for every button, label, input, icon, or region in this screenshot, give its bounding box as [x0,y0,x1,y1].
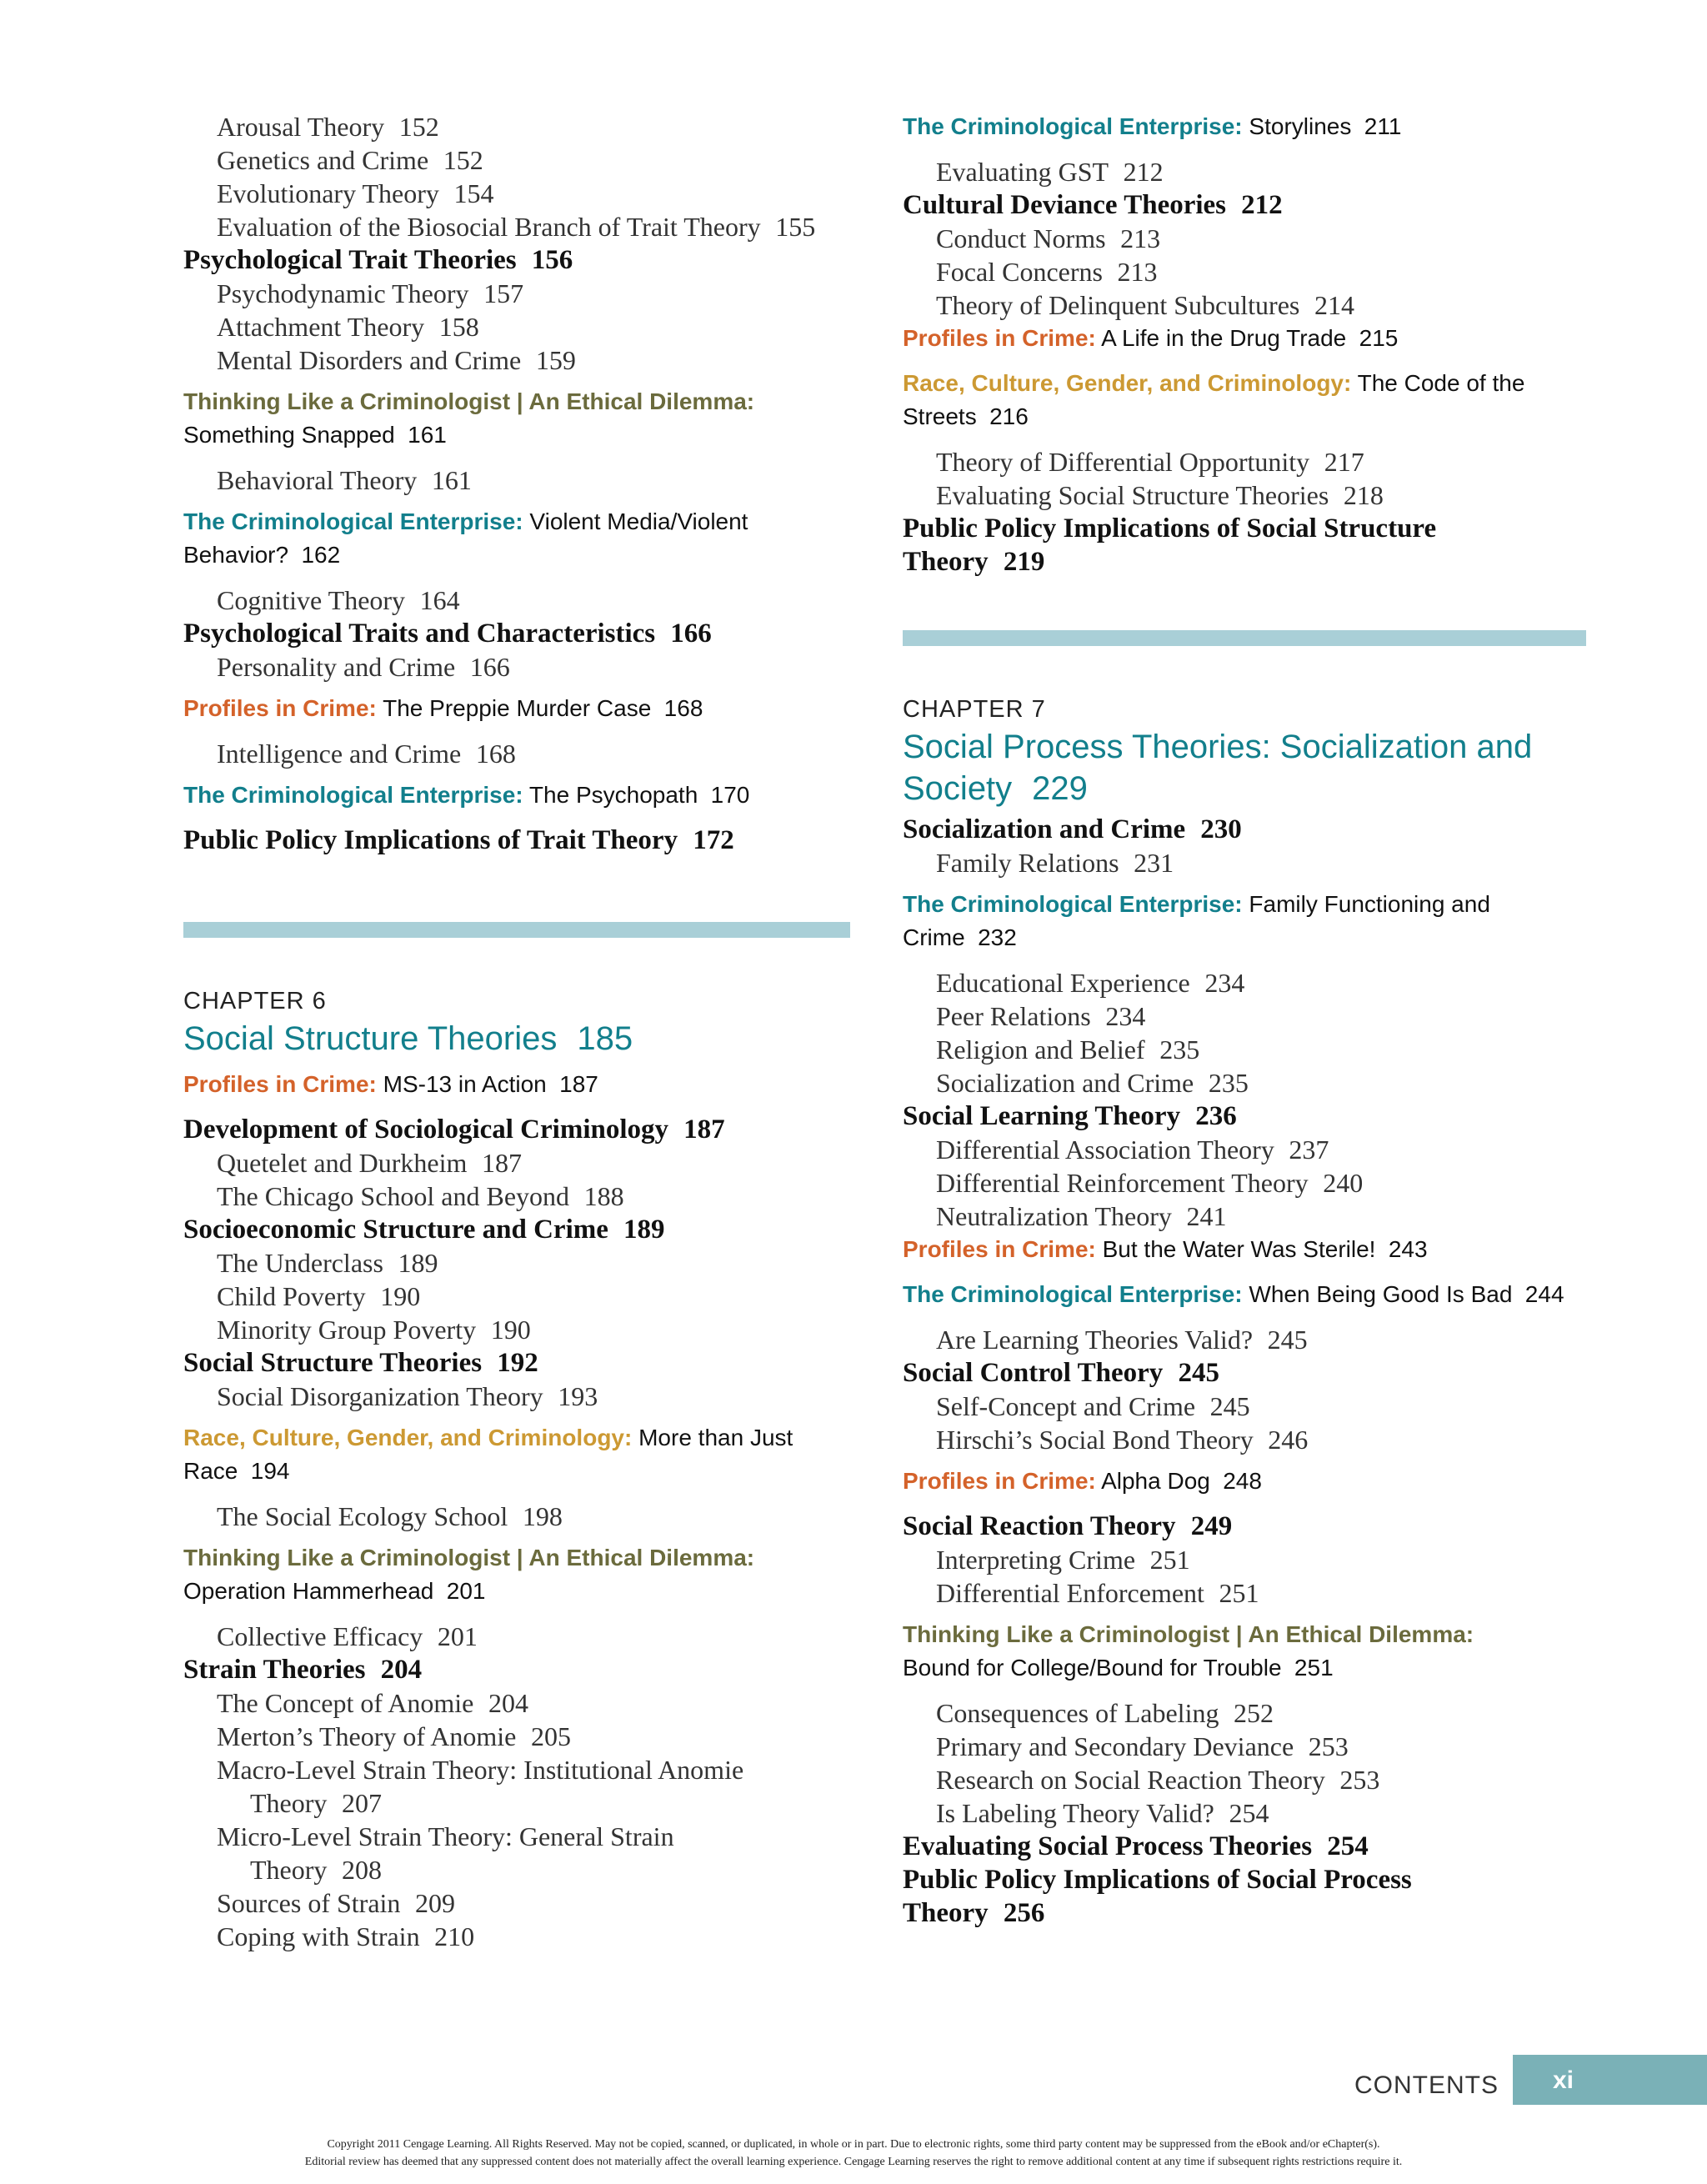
toc-page-number: 249 [1190,1511,1233,1541]
toc-page-number: 204 [488,1688,528,1718]
toc-section-heading [903,813,1586,846]
toc-entry-title: Evolutionary Theory [217,178,439,208]
toc-entry-title: Public Policy Implications of Social Process [903,1865,1412,1895]
toc-section-heading [183,1213,850,1246]
feature-title: The Psychopath [528,782,698,808]
feature-label: Profiles in Crime: [903,325,1096,351]
feature-label: Profiles in Crime: [183,1071,377,1097]
feature-title: The Preppie Murder Case [383,695,652,721]
toc-subsection [183,1886,850,1920]
toc-entry-title: Evaluating Social Process Theories [903,1831,1313,1861]
toc-entry-title: Focal Concerns [936,257,1103,287]
toc-entry-title: Child Poverty [217,1281,366,1311]
toc-entry-title: Socioeconomic Structure and Crime [183,1215,608,1245]
toc-entry-title: Intelligence and Crime [217,739,462,769]
toc-subsection [903,155,1586,188]
toc-page-number: 187 [683,1115,725,1145]
toc-page-number: 212 [1241,190,1283,220]
feature-box-entry [903,1618,1586,1685]
feature-page-number: 232 [978,924,1017,950]
toc-subsection [183,310,850,343]
toc-page-number: 253 [1339,1765,1380,1795]
toc-entry-title: Social Disorganization Theory [217,1381,543,1411]
toc-entry-title: Social Structure Theories [183,1348,483,1378]
toc-entry-title: Differential Enforcement [936,1578,1204,1608]
toc-section-heading [183,243,850,277]
toc-subsection [903,999,1586,1033]
toc-entry-title: Conduct Norms [936,223,1106,253]
toc-page-number: 159 [535,345,576,375]
toc-page-number: 251 [1149,1545,1190,1575]
toc-page-number: 188 [583,1181,624,1211]
toc-page-number: 209 [415,1888,455,1918]
toc-subsection [183,110,850,143]
toc-page-number: 245 [1267,1325,1308,1355]
feature-label: The Criminological Enterprise: [903,113,1243,139]
toc-entry-title: Development of Sociological Criminology [183,1115,669,1145]
toc-entry-title: Personality and Crime [217,652,456,682]
copyright-notice [0,2136,1707,2171]
toc-section-heading [183,824,850,857]
toc-right-column [903,110,1586,1930]
toc-page-number: 240 [1323,1168,1364,1198]
toc-page-number: 254 [1229,1798,1269,1828]
toc-subsection [903,255,1586,288]
feature-page-number: 215 [1359,325,1399,351]
feature-label: The Criminological Enterprise: [903,891,1243,917]
chapter-label: CHAPTER 7 [903,696,1046,723]
toc-entry-title: Arousal Theory [217,112,385,142]
toc-section-heading [183,1113,850,1146]
toc-subsection [183,1280,850,1313]
toc-section-heading [903,545,1586,579]
toc-entry-title: Neutralization Theory [936,1201,1172,1231]
toc-subsection [183,1500,850,1533]
toc-subsection [903,222,1586,255]
toc-entry-title: Theory [903,1898,989,1928]
feature-box-entry [183,385,850,452]
toc-subsection [183,1786,850,1820]
toc-subsection [903,1033,1586,1066]
feature-box-entry [903,367,1586,433]
toc-page-number: 217 [1324,447,1364,477]
feature-title: MS-13 in Action [383,1071,547,1097]
toc-entry-title: The Underclass [217,1248,383,1278]
toc-section-heading [183,617,850,650]
toc-page-number: 192 [497,1348,538,1378]
feature-page-number: 170 [710,782,750,808]
feature-page-number: 251 [1294,1655,1334,1681]
page-number-box [1513,2055,1707,2105]
toc-entry-title: Collective Efficacy [217,1621,423,1651]
feature-title: Alpha Dog [1101,1468,1210,1494]
toc-entry-title: Research on Social Reaction Theory [936,1765,1325,1795]
toc-entry-title: Theory [250,1855,328,1885]
toc-page-number: 156 [531,245,573,275]
toc-page-number: 234 [1204,968,1245,998]
toc-subsection [183,1853,850,1886]
toc-entry-title: Minority Group Poverty [217,1315,477,1345]
toc-entry-title: The Chicago School and Beyond [217,1181,570,1211]
toc-page-number: 152 [443,145,483,175]
toc-page-number: 246 [1268,1425,1309,1455]
toc-subsection [183,1380,850,1413]
page-number: xi [1553,2066,1574,2094]
toc-subsection [903,1200,1586,1233]
toc-entry-title: Social Control Theory [903,1358,1164,1388]
toc-subsection [183,343,850,377]
toc-subsection [183,1753,850,1786]
toc-section-heading [903,512,1586,545]
toc-subsection [903,445,1586,478]
toc-subsection [903,966,1586,999]
toc-entry-title: Public Policy Implications of Trait Theory [183,825,678,855]
feature-label: The Criminological Enterprise: [903,1281,1243,1307]
footer-section-label: CONTENTS [1354,2071,1499,2099]
toc-entry-title: Theory [903,547,989,577]
toc-subsection [183,143,850,177]
feature-title: Operation Hammerhead [183,1578,434,1604]
toc-page-number: 213 [1120,223,1161,253]
feature-page-number: 168 [663,695,703,721]
toc-page-number: 236 [1195,1101,1237,1131]
feature-title: Violent Media/Violent Behavior? [183,508,748,568]
feature-page-number: 187 [559,1071,598,1097]
toc-entry-title: Psychodynamic Theory [217,278,469,308]
toc-page-number: 237 [1289,1135,1329,1165]
feature-box-entry [183,779,850,812]
toc-entry-title: Behavioral Theory [217,465,418,495]
toc-page-number: 251 [1219,1578,1259,1608]
feature-label: Profiles in Crime: [903,1236,1096,1262]
feature-box-entry [903,110,1586,143]
feature-page-number: 201 [446,1578,486,1604]
toc-page-number: 204 [380,1655,423,1685]
toc-section-heading [903,1863,1586,1896]
toc-subsection [183,1313,850,1346]
toc-entry-title: Psychological Traits and Characteristics [183,619,656,649]
toc-page-number: 218 [1343,480,1384,510]
toc-page-number: 241 [1186,1201,1227,1231]
toc-section-heading [183,1346,850,1380]
feature-title: Family Functioning and Crime [903,891,1490,950]
toc-subsection [903,1730,1586,1763]
chapter-heading [903,693,1586,809]
toc-entry-title: Social Learning Theory [903,1101,1181,1131]
toc-subsection [183,1246,850,1280]
feature-label: Race, Culture, Gender, and Criminology: [183,1425,633,1450]
feature-page-number: 211 [1364,113,1402,139]
feature-page-number: 248 [1223,1468,1262,1494]
toc-subsection [903,846,1586,879]
toc-subsection [903,1323,1586,1356]
toc-subsection [903,1166,1586,1200]
feature-box-entry [183,692,850,725]
toc-page-number: 161 [431,465,472,495]
toc-page-number: 256 [1003,1898,1045,1928]
toc-entry-title: Micro-Level Strain Theory: General Strain [217,1821,674,1851]
feature-label: Thinking Like a Criminologist | An Ethical Dilemma: [183,388,755,414]
toc-entry-title: Consequences of Labeling [936,1698,1219,1728]
feature-box-entry [903,322,1586,355]
toc-entry-title: Is Labeling Theory Valid? [936,1798,1214,1828]
toc-subsection [183,1920,850,1953]
toc-entry-title: Theory of Differential Opportunity [936,447,1310,477]
feature-page-number: 216 [989,403,1029,429]
toc-page-number: 158 [438,312,479,342]
toc-entry-title: Coping with Strain [217,1921,420,1951]
toc-entry-title: Socialization and Crime [936,1068,1194,1098]
toc-page-number: 230 [1200,814,1242,844]
toc-entry-title: Cognitive Theory [217,585,406,615]
chapter-divider-bar [903,630,1586,646]
toc-entry-title: The Social Ecology School [217,1501,508,1531]
toc-section-heading [903,188,1586,222]
toc-entry-title: Cultural Deviance Theories [903,190,1227,220]
toc-entry-title: Sources of Strain [217,1888,401,1918]
toc-entry-title: Merton’s Theory of Anomie [217,1721,517,1751]
toc-page-number: 172 [693,825,734,855]
chapter-title-text: Social Structure Theories [183,1020,558,1057]
toc-subsection [183,1146,850,1180]
toc-subsection [183,1686,850,1720]
toc-page-number: 154 [453,178,494,208]
feature-box-entry [903,1278,1586,1311]
toc-subsection [903,478,1586,512]
toc-page-number: 166 [469,652,510,682]
toc-entry-title: Are Learning Theories Valid? [936,1325,1254,1355]
toc-subsection [903,288,1586,322]
chapter-title [903,726,1586,809]
toc-entry-title: Psychological Trait Theories [183,245,517,275]
feature-page-number: 244 [1524,1281,1564,1307]
toc-subsection [903,1763,1586,1796]
toc-page-number: 219 [1003,547,1045,577]
toc-entry-title: Genetics and Crime [217,145,429,175]
toc-subsection [183,1720,850,1753]
toc-page-number: 155 [775,212,816,242]
chapter-title-text: Social Process Theories: Socialization and Society [903,729,1533,807]
toc-page-number: 231 [1134,848,1174,878]
toc-entry-title: Theory [250,1788,328,1818]
toc-page-number: 190 [380,1281,421,1311]
feature-label: Race, Culture, Gender, and Criminology: [903,370,1352,396]
feature-box-entry [903,1233,1586,1266]
feature-page-number: 161 [408,422,447,448]
feature-label: Profiles in Crime: [183,695,377,721]
toc-page-number: 201 [437,1621,478,1651]
feature-page-number: 162 [301,542,341,568]
toc-subsection [903,1696,1586,1730]
toc-entry-title: Evaluating Social Structure Theories [936,480,1329,510]
feature-page-number: 194 [250,1458,290,1484]
feature-title: The Code of the Streets [903,370,1525,429]
toc-subsection [903,1543,1586,1576]
toc-subsection [903,1390,1586,1423]
toc-entry-title: Socialization and Crime [903,814,1186,844]
toc-subsection [183,210,850,243]
toc-page-number: 252 [1234,1698,1274,1728]
toc-section-heading [903,1896,1586,1930]
toc-subsection [903,1796,1586,1830]
toc-page-number: 189 [398,1248,438,1278]
toc-page-number: 235 [1159,1034,1200,1064]
toc-subsection [903,1133,1586,1166]
chapter-divider-bar [183,922,850,938]
toc-page-number: 253 [1308,1731,1349,1761]
toc-page-number: 235 [1208,1068,1249,1098]
feature-box-entry [183,1068,850,1101]
toc-page-number: 213 [1117,257,1158,287]
toc-page-number: 245 [1209,1391,1250,1421]
toc-page-number: 254 [1327,1831,1369,1861]
toc-page-number: 208 [342,1855,382,1885]
toc-entry-title: Macro-Level Strain Theory: Institutional Anomie [217,1755,744,1785]
chapter-label: CHAPTER 6 [183,988,327,1014]
toc-section-heading [903,1510,1586,1543]
toc-entry-title: Evaluating GST [936,157,1109,187]
toc-page-number: 245 [1178,1358,1219,1388]
toc-section-heading [903,1356,1586,1390]
toc-subsection [183,1620,850,1653]
toc-entry-title: Religion and Belief [936,1034,1145,1064]
feature-label: The Criminological Enterprise: [183,508,523,534]
toc-page-number: 210 [434,1921,475,1951]
toc-entry-title: Differential Reinforcement Theory [936,1168,1309,1198]
toc-subsection [183,463,850,497]
toc-subsection [183,737,850,770]
feature-title: Something Snapped [183,422,395,448]
feature-box-entry [903,1465,1586,1498]
toc-entry-title: Public Policy Implications of Social Structure [903,513,1437,543]
toc-subsection [183,584,850,617]
copyright-line-2: Editorial review has deemed that any suppressed content does not materially affect the overall learning experience. Cengage Learning reserves the right to remove additional content at any time if subsequent rights restrictions require it. [304,2156,1403,2168]
toc-entry-title: Theory of Delinquent Subcultures [936,290,1300,320]
toc-entry-title: Family Relations [936,848,1119,878]
toc-subsection [183,650,850,684]
toc-entry-title: Attachment Theory [217,312,425,342]
toc-page-number: 205 [530,1721,571,1751]
feature-title: When Being Good Is Bad [1249,1281,1513,1307]
toc-page-number: 157 [483,278,524,308]
feature-title: But the Water Was Sterile! [1102,1236,1376,1262]
chapter-page-number: 185 [577,1020,633,1057]
toc-entry-title: Primary and Secondary Deviance [936,1731,1294,1761]
toc-entry-title: Evaluation of the Biosocial Branch of Trait Theory [217,212,761,242]
feature-box-entry [183,1421,850,1488]
toc-entry-title: Educational Experience [936,968,1190,998]
toc-page-number: 214 [1314,290,1354,320]
feature-title: Bound for College/Bound for Trouble [903,1655,1282,1681]
toc-entry-title: The Concept of Anomie [217,1688,474,1718]
feature-title: A Life in the Drug Trade [1101,325,1347,351]
toc-section-heading [903,1830,1586,1863]
toc-entry-title: Social Reaction Theory [903,1511,1176,1541]
toc-page-number: 190 [490,1315,531,1345]
toc-page-number: 164 [419,585,460,615]
toc-section-heading [903,1100,1586,1133]
toc-subsection [183,1820,850,1853]
toc-page-number: 166 [670,619,712,649]
toc-entry-title: Quetelet and Durkheim [217,1148,468,1178]
toc-page-number: 193 [558,1381,598,1411]
toc-page-number: 152 [398,112,439,142]
toc-subsection [903,1423,1586,1456]
toc-page-number: 189 [623,1215,665,1245]
toc-subsection [903,1576,1586,1610]
feature-label: The Criminological Enterprise: [183,782,523,808]
toc-left-column [183,110,850,1953]
toc-page-number: 187 [481,1148,522,1178]
chapter-heading [183,984,850,1059]
feature-label: Profiles in Crime: [903,1468,1096,1494]
feature-box-entry [903,888,1586,954]
feature-page-number: 243 [1388,1236,1428,1262]
toc-entry-title: Differential Association Theory [936,1135,1274,1165]
toc-page-number: 168 [475,739,516,769]
toc-entry-title: Hirschi’s Social Bond Theory [936,1425,1254,1455]
toc-section-heading [183,1653,850,1686]
toc-entry-title: Mental Disorders and Crime [217,345,522,375]
toc-subsection [183,277,850,310]
chapter-page-number: 229 [1032,770,1088,807]
toc-subsection [903,1066,1586,1100]
toc-page-number: 212 [1123,157,1164,187]
feature-label: Thinking Like a Criminologist | An Ethical Dilemma: [183,1545,755,1570]
toc-subsection [183,177,850,210]
feature-label: Thinking Like a Criminologist | An Ethical Dilemma: [903,1621,1474,1647]
copyright-line-1: Copyright 2011 Cengage Learning. All Rights Reserved. May not be copied, scanned, or duplicated, in whole or in part. Due to electronic rights, some third party content may be suppressed from the eBook and/or eChapter(s). [327,2138,1380,2151]
toc-entry-title: Strain Theories [183,1655,366,1685]
toc-page-number: 234 [1105,1001,1146,1031]
chapter-title [183,1018,850,1059]
toc-page-number: 198 [522,1501,563,1531]
toc-entry-title: Self-Concept and Crime [936,1391,1196,1421]
feature-title: Storylines [1249,113,1352,139]
toc-entry-title: Peer Relations [936,1001,1091,1031]
toc-subsection [183,1180,850,1213]
feature-box-entry [183,505,850,572]
toc-entry-title: Interpreting Crime [936,1545,1136,1575]
toc-page-number: 207 [342,1788,382,1818]
feature-box-entry [183,1541,850,1608]
feature-title: More than Just Race [183,1425,793,1484]
